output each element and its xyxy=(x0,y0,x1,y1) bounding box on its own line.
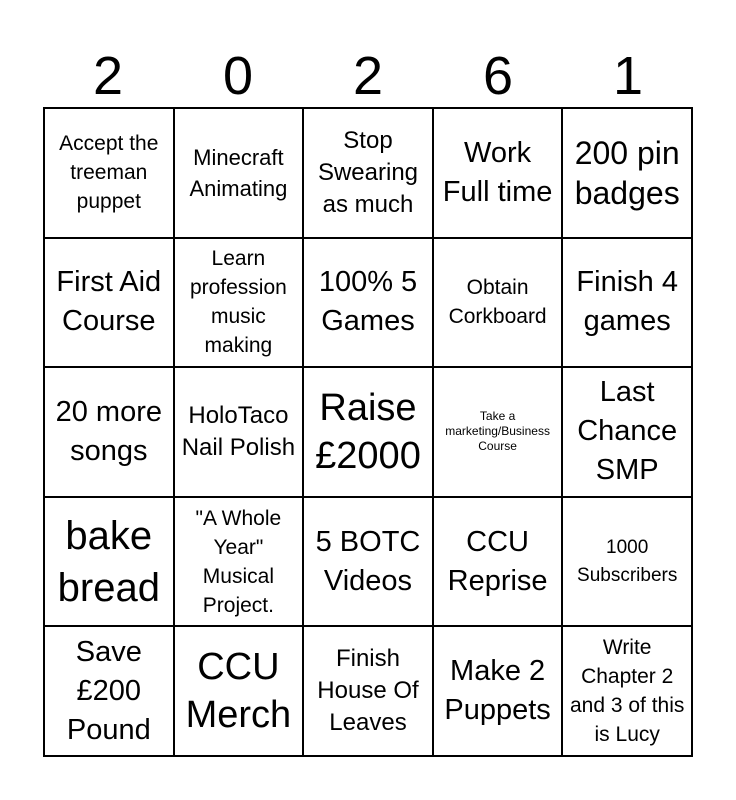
cell-text: "A Whole Year" Musical Project. xyxy=(195,506,282,617)
bingo-cell[interactable] xyxy=(433,238,563,368)
cell-text: Raise £2000 xyxy=(315,386,421,477)
bingo-cell[interactable] xyxy=(433,367,563,497)
bingo-grid xyxy=(43,107,693,757)
bingo-cell[interactable] xyxy=(562,367,692,497)
bingo-cell[interactable] xyxy=(303,626,433,756)
cell-text: HoloTaco Nail Polish xyxy=(181,401,296,461)
cell-text: First Aid Course xyxy=(56,266,162,338)
cell-text: Minecraft Animating xyxy=(189,144,288,201)
cell-text: bake bread xyxy=(57,513,160,610)
bingo-cell[interactable] xyxy=(303,108,433,238)
bingo-header xyxy=(43,46,693,106)
cell-text: Write Chapter 2 and 3 of this is Lucy xyxy=(569,636,685,747)
bingo-cell[interactable] xyxy=(433,626,563,756)
cell-text: 20 more songs xyxy=(55,395,162,467)
bingo-cell[interactable] xyxy=(562,497,692,627)
header-letter: 6 xyxy=(482,46,514,106)
header-letter: 0 xyxy=(222,46,254,106)
bingo-cell[interactable] xyxy=(44,238,174,368)
cell-text: 1000 Subscribers xyxy=(577,536,678,586)
bingo-cell[interactable] xyxy=(433,108,563,238)
bingo-cell[interactable] xyxy=(303,497,433,627)
bingo-cell[interactable] xyxy=(174,238,304,368)
bingo-cell[interactable] xyxy=(44,497,174,627)
cell-text: CCU Reprise xyxy=(447,525,548,597)
header-letter: 2 xyxy=(352,46,384,106)
cell-text: Finish 4 games xyxy=(576,266,678,338)
bingo-cell[interactable] xyxy=(44,626,174,756)
bingo-cell[interactable] xyxy=(44,108,174,238)
bingo-cell[interactable] xyxy=(433,497,563,627)
bingo-cell[interactable] xyxy=(562,626,692,756)
bingo-cell[interactable] xyxy=(174,626,304,756)
bingo-cell[interactable] xyxy=(303,367,433,497)
bingo-cell[interactable] xyxy=(303,238,433,368)
cell-text: Learn profession music making xyxy=(189,247,287,358)
cell-text: Work Full time xyxy=(442,136,553,208)
cell-text: Take a marketing/Business Course xyxy=(445,409,550,454)
bingo-cell[interactable] xyxy=(44,367,174,497)
cell-text: Make 2 Puppets xyxy=(444,655,551,727)
cell-text: CCU Merch xyxy=(185,646,292,737)
cell-text: Finish House Of Leaves xyxy=(317,645,419,737)
cell-text: 5 BOTC Videos xyxy=(315,525,421,597)
bingo-cell[interactable] xyxy=(174,367,304,497)
bingo-cell[interactable] xyxy=(174,497,304,627)
cell-text: 100% 5 Games xyxy=(318,266,418,338)
cell-text: Accept the treeman puppet xyxy=(59,132,159,214)
header-letter: 1 xyxy=(612,46,644,106)
bingo-cell[interactable] xyxy=(562,238,692,368)
cell-text: Last Chance SMP xyxy=(577,376,678,487)
cell-text: Stop Swearing as much xyxy=(317,126,419,218)
header-letter: 2 xyxy=(92,46,124,106)
bingo-cell[interactable] xyxy=(174,108,304,238)
bingo-cell[interactable] xyxy=(562,108,692,238)
cell-text: Obtain Corkboard xyxy=(448,276,547,329)
cell-text: 200 pin badges xyxy=(574,134,680,211)
cell-text: Save £200 Pound xyxy=(66,635,151,746)
